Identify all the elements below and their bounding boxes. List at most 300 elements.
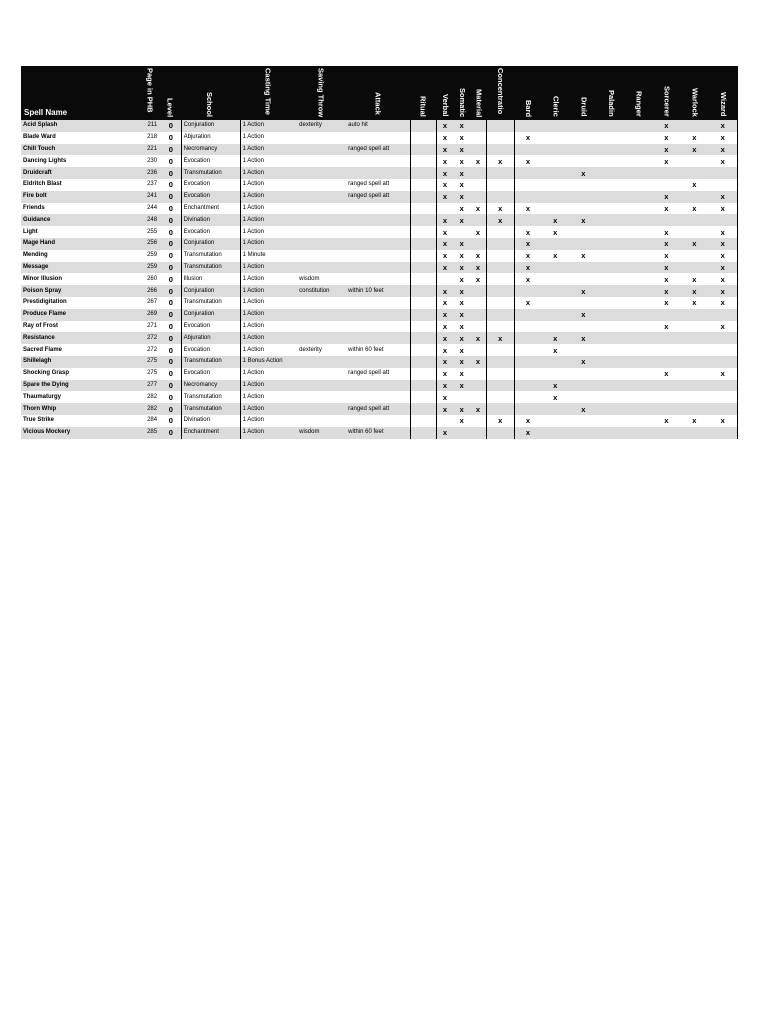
material-mark-cell <box>470 238 486 250</box>
verbal-mark-cell: x <box>436 155 453 167</box>
page-cell: 277 <box>139 380 161 392</box>
casting-time-cell: 1 Action <box>240 214 297 226</box>
verbal-mark-cell: x <box>436 403 453 415</box>
somatic-mark-cell: x <box>453 238 470 250</box>
spell-name-cell: Mending <box>21 250 139 262</box>
level-cell: 0 <box>161 203 181 215</box>
level-cell: 0 <box>161 120 181 132</box>
header-somatic: Somatic <box>458 87 467 117</box>
verbal-mark-cell: x <box>436 144 453 156</box>
attack-cell: within 60 feet <box>346 344 410 356</box>
bard-mark-cell <box>514 309 541 321</box>
casting-time-cell: 1 Action <box>240 273 297 285</box>
level-cell: 0 <box>161 179 181 191</box>
casting-time-cell: 1 Action <box>240 179 297 191</box>
ritual-mark-cell <box>410 427 436 439</box>
sorcerer-mark-cell <box>652 179 680 191</box>
druid-mark-cell: x <box>569 285 597 297</box>
bard-mark-cell <box>514 332 541 344</box>
cleric-mark-cell <box>541 203 569 215</box>
level-cell: 0 <box>161 380 181 392</box>
druid-mark-cell <box>569 179 597 191</box>
concentration-mark-cell <box>486 132 514 144</box>
concentration-mark-cell <box>486 144 514 156</box>
level-cell: 0 <box>161 297 181 309</box>
wizard-mark-cell: x <box>708 226 737 238</box>
warlock-mark-cell <box>680 368 708 380</box>
warlock-mark-cell <box>680 309 708 321</box>
spell-row <box>21 391 738 403</box>
concentration-mark-cell <box>486 403 514 415</box>
paladin-mark-cell <box>597 427 624 439</box>
verbal-mark-cell: x <box>436 167 453 179</box>
somatic-mark-cell: x <box>453 356 470 368</box>
material-mark-cell: x <box>470 273 486 285</box>
school-cell: Transmutation <box>181 250 240 262</box>
casting-time-cell: 1 Action <box>240 391 297 403</box>
school-cell: Evocation <box>181 191 240 203</box>
somatic-mark-cell: x <box>453 415 470 427</box>
page-cell: 267 <box>139 297 161 309</box>
school-cell: Transmutation <box>181 297 240 309</box>
ritual-mark-cell <box>410 155 436 167</box>
bard-mark-cell: x <box>514 273 541 285</box>
concentration-mark-cell <box>486 285 514 297</box>
verbal-mark-cell: x <box>436 226 453 238</box>
warlock-mark-cell: x <box>680 203 708 215</box>
casting-time-cell: 1 Action <box>240 226 297 238</box>
cleric-mark-cell <box>541 262 569 274</box>
ranger-mark-cell <box>624 214 652 226</box>
school-cell: Conjuration <box>181 120 240 132</box>
spell-name-cell: Thaumaturgy <box>21 391 139 403</box>
level-cell: 0 <box>161 415 181 427</box>
ranger-mark-cell <box>624 356 652 368</box>
page-cell: 282 <box>139 403 161 415</box>
warlock-mark-cell <box>680 356 708 368</box>
header-spell-name: Spell Name <box>24 108 68 117</box>
bard-mark-cell <box>514 144 541 156</box>
level-cell: 0 <box>161 427 181 439</box>
attack-cell <box>346 226 410 238</box>
paladin-mark-cell <box>597 144 624 156</box>
header-paladin: Paladin <box>607 90 616 117</box>
school-cell: Conjuration <box>181 309 240 321</box>
casting-time-cell: 1 Action <box>240 415 297 427</box>
concentration-mark-cell <box>486 191 514 203</box>
ranger-mark-cell <box>624 368 652 380</box>
verbal-mark-cell: x <box>436 179 453 191</box>
paladin-mark-cell <box>597 380 624 392</box>
bard-mark-cell <box>514 191 541 203</box>
header-verbal: Verbal <box>441 94 450 117</box>
somatic-mark-cell: x <box>453 167 470 179</box>
saving-throw-cell <box>297 167 346 179</box>
wizard-mark-cell <box>708 403 737 415</box>
ranger-mark-cell <box>624 344 652 356</box>
saving-throw-cell <box>297 203 346 215</box>
ritual-mark-cell <box>410 403 436 415</box>
page-cell: 221 <box>139 144 161 156</box>
ritual-mark-cell <box>410 250 436 262</box>
paladin-mark-cell <box>597 273 624 285</box>
ranger-mark-cell <box>624 427 652 439</box>
cleric-mark-cell <box>541 368 569 380</box>
header-sorcerer: Sorcerer <box>662 86 672 117</box>
attack-cell <box>346 309 410 321</box>
warlock-mark-cell <box>680 226 708 238</box>
warlock-mark-cell <box>680 321 708 333</box>
druid-mark-cell <box>569 132 597 144</box>
spell-row <box>21 344 738 356</box>
ritual-mark-cell <box>410 167 436 179</box>
material-mark-cell <box>470 297 486 309</box>
somatic-mark-cell: x <box>453 120 470 132</box>
somatic-mark-cell: x <box>453 132 470 144</box>
page-cell: 256 <box>139 238 161 250</box>
sorcerer-mark-cell: x <box>652 297 680 309</box>
concentration-mark-cell: x <box>486 155 514 167</box>
sorcerer-mark-cell: x <box>652 262 680 274</box>
attack-cell <box>346 132 410 144</box>
somatic-mark-cell: x <box>453 297 470 309</box>
ranger-mark-cell <box>624 309 652 321</box>
casting-time-cell: 1 Minute <box>240 250 297 262</box>
sorcerer-mark-cell: x <box>652 155 680 167</box>
ritual-mark-cell <box>410 309 436 321</box>
spell-name-cell: Spare the Dying <box>21 380 139 392</box>
wizard-mark-cell <box>708 179 737 191</box>
material-mark-cell: x <box>470 403 486 415</box>
level-cell: 0 <box>161 403 181 415</box>
spell-row <box>21 144 738 156</box>
header-material: Material <box>474 88 484 117</box>
spell-name-cell: Eldritch Blast <box>21 179 139 191</box>
bard-mark-cell <box>514 380 541 392</box>
paladin-mark-cell <box>597 344 624 356</box>
druid-mark-cell: x <box>569 332 597 344</box>
bard-mark-cell <box>514 356 541 368</box>
school-cell: Evocation <box>181 179 240 191</box>
bard-mark-cell <box>514 321 541 333</box>
somatic-mark-cell <box>453 226 470 238</box>
warlock-mark-cell: x <box>680 238 708 250</box>
paladin-mark-cell <box>597 403 624 415</box>
casting-time-cell: 1 Bonus Action <box>240 356 297 368</box>
bard-mark-cell: x <box>514 297 541 309</box>
druid-mark-cell <box>569 155 597 167</box>
verbal-mark-cell <box>436 273 453 285</box>
school-cell: Evocation <box>181 368 240 380</box>
material-mark-cell <box>470 120 486 132</box>
school-cell: Necromancy <box>181 144 240 156</box>
attack-cell <box>346 155 410 167</box>
page-cell: 284 <box>139 415 161 427</box>
page-cell: 255 <box>139 226 161 238</box>
concentration-mark-cell <box>486 321 514 333</box>
ritual-mark-cell <box>410 214 436 226</box>
school-cell: Transmutation <box>181 167 240 179</box>
spell-row <box>21 356 738 368</box>
header-ritual: Ritual <box>418 96 428 117</box>
ritual-mark-cell <box>410 368 436 380</box>
paladin-mark-cell <box>597 226 624 238</box>
spell-row <box>21 297 738 309</box>
spell-name-cell: Acid Splash <box>21 120 139 132</box>
warlock-mark-cell <box>680 262 708 274</box>
cleric-mark-cell <box>541 167 569 179</box>
page-cell: 237 <box>139 179 161 191</box>
somatic-mark-cell: x <box>453 144 470 156</box>
spell-row <box>21 262 738 274</box>
paladin-mark-cell <box>597 321 624 333</box>
somatic-mark-cell: x <box>453 262 470 274</box>
ritual-mark-cell <box>410 191 436 203</box>
druid-mark-cell: x <box>569 214 597 226</box>
saving-throw-cell <box>297 155 346 167</box>
verbal-mark-cell: x <box>436 238 453 250</box>
paladin-mark-cell <box>597 120 624 132</box>
somatic-mark-cell: x <box>453 155 470 167</box>
attack-cell <box>346 250 410 262</box>
concentration-mark-cell <box>486 427 514 439</box>
wizard-mark-cell <box>708 214 737 226</box>
attack-cell: within 10 feet <box>346 285 410 297</box>
school-cell: Conjuration <box>181 285 240 297</box>
header-druid: Druid <box>579 97 589 117</box>
material-mark-cell <box>470 391 486 403</box>
page-cell: 236 <box>139 167 161 179</box>
spell-row <box>21 403 738 415</box>
level-cell: 0 <box>161 250 181 262</box>
header-school: School <box>205 92 214 118</box>
druid-mark-cell <box>569 344 597 356</box>
saving-throw-cell: dexterity <box>297 120 346 132</box>
cleric-mark-cell <box>541 120 569 132</box>
page-cell: 244 <box>139 203 161 215</box>
spell-name-cell: Poison Spray <box>21 285 139 297</box>
attack-cell <box>346 238 410 250</box>
wizard-mark-cell: x <box>708 321 737 333</box>
cleric-mark-cell <box>541 179 569 191</box>
material-mark-cell <box>470 427 486 439</box>
verbal-mark-cell: x <box>436 191 453 203</box>
header-wizard: Wizard <box>719 92 728 117</box>
casting-time-cell: 1 Action <box>240 262 297 274</box>
attack-cell <box>346 297 410 309</box>
ranger-mark-cell <box>624 203 652 215</box>
attack-cell: auto hit <box>346 120 410 132</box>
paladin-mark-cell <box>597 238 624 250</box>
verbal-mark-cell: x <box>436 297 453 309</box>
material-mark-cell <box>470 132 486 144</box>
ritual-mark-cell <box>410 380 436 392</box>
spell-row <box>21 273 738 285</box>
ritual-mark-cell <box>410 203 436 215</box>
ranger-mark-cell <box>624 250 652 262</box>
header-saving-throw: Saving Throw <box>316 68 326 118</box>
somatic-mark-cell: x <box>453 179 470 191</box>
ritual-mark-cell <box>410 238 436 250</box>
saving-throw-cell <box>297 356 346 368</box>
warlock-mark-cell: x <box>680 179 708 191</box>
bard-mark-cell: x <box>514 226 541 238</box>
verbal-mark-cell: x <box>436 250 453 262</box>
spell-name-cell: Message <box>21 262 139 274</box>
sorcerer-mark-cell <box>652 214 680 226</box>
sorcerer-mark-cell: x <box>652 250 680 262</box>
ritual-mark-cell <box>410 356 436 368</box>
saving-throw-cell <box>297 380 346 392</box>
ranger-mark-cell <box>624 144 652 156</box>
school-cell: Evocation <box>181 155 240 167</box>
sorcerer-mark-cell <box>652 391 680 403</box>
page-cell: 271 <box>139 321 161 333</box>
cleric-mark-cell: x <box>541 250 569 262</box>
saving-throw-cell <box>297 191 346 203</box>
casting-time-cell: 1 Action <box>240 309 297 321</box>
verbal-mark-cell: x <box>436 262 453 274</box>
attack-cell: ranged spell att <box>346 191 410 203</box>
material-mark-cell: x <box>470 203 486 215</box>
ranger-mark-cell <box>624 191 652 203</box>
material-mark-cell <box>470 179 486 191</box>
page-cell: 275 <box>139 356 161 368</box>
page-cell: 218 <box>139 132 161 144</box>
druid-mark-cell <box>569 321 597 333</box>
paladin-mark-cell <box>597 167 624 179</box>
paladin-mark-cell <box>597 415 624 427</box>
cleric-mark-cell <box>541 132 569 144</box>
saving-throw-cell <box>297 226 346 238</box>
somatic-mark-cell: x <box>453 250 470 262</box>
spell-name-cell: Fire bolt <box>21 191 139 203</box>
somatic-mark-cell: x <box>453 309 470 321</box>
school-cell: Divination <box>181 415 240 427</box>
verbal-mark-cell: x <box>436 380 453 392</box>
header-attack: Attack <box>373 92 383 115</box>
paladin-mark-cell <box>597 191 624 203</box>
warlock-mark-cell: x <box>680 285 708 297</box>
header-bard: Bard <box>524 99 533 117</box>
cleric-mark-cell <box>541 273 569 285</box>
spell-name-cell: Minor Illusion <box>21 273 139 285</box>
warlock-mark-cell <box>680 155 708 167</box>
school-cell: Transmutation <box>181 356 240 368</box>
cleric-mark-cell: x <box>541 214 569 226</box>
bard-mark-cell: x <box>514 415 541 427</box>
concentration-mark-cell: x <box>486 415 514 427</box>
bard-mark-cell: x <box>514 132 541 144</box>
concentration-mark-cell: x <box>486 332 514 344</box>
concentration-mark-cell <box>486 344 514 356</box>
verbal-mark-cell: x <box>436 132 453 144</box>
saving-throw-cell: constitution <box>297 285 346 297</box>
ritual-mark-cell <box>410 285 436 297</box>
ritual-mark-cell <box>410 144 436 156</box>
saving-throw-cell <box>297 179 346 191</box>
warlock-mark-cell <box>680 332 708 344</box>
warlock-mark-cell <box>680 403 708 415</box>
bard-mark-cell <box>514 214 541 226</box>
level-cell: 0 <box>161 226 181 238</box>
verbal-mark-cell <box>436 415 453 427</box>
verbal-mark-cell: x <box>436 285 453 297</box>
material-mark-cell <box>470 167 486 179</box>
school-cell: Transmutation <box>181 262 240 274</box>
spell-row <box>21 380 738 392</box>
verbal-mark-cell: x <box>436 309 453 321</box>
paladin-mark-cell <box>597 203 624 215</box>
casting-time-cell: 1 Action <box>240 203 297 215</box>
school-cell: Evocation <box>181 321 240 333</box>
ranger-mark-cell <box>624 380 652 392</box>
somatic-mark-cell <box>453 391 470 403</box>
ritual-mark-cell <box>410 391 436 403</box>
druid-mark-cell: x <box>569 309 597 321</box>
ranger-mark-cell <box>624 297 652 309</box>
material-mark-cell <box>470 144 486 156</box>
druid-mark-cell <box>569 191 597 203</box>
wizard-mark-cell <box>708 344 737 356</box>
casting-time-cell: 1 Action <box>240 132 297 144</box>
druid-mark-cell: x <box>569 403 597 415</box>
spell-name-cell: Ray of Frost <box>21 321 139 333</box>
sorcerer-mark-cell: x <box>652 203 680 215</box>
casting-time-cell: 1 Action <box>240 368 297 380</box>
cleric-mark-cell: x <box>541 391 569 403</box>
cleric-mark-cell: x <box>541 332 569 344</box>
spell-name-cell: Chill Touch <box>21 144 139 156</box>
cleric-mark-cell: x <box>541 380 569 392</box>
school-cell: Evocation <box>181 344 240 356</box>
spell-name-cell: Blade Ward <box>21 132 139 144</box>
ranger-mark-cell <box>624 132 652 144</box>
sorcerer-mark-cell: x <box>652 144 680 156</box>
somatic-mark-cell: x <box>453 321 470 333</box>
spell-name-cell: Produce Flame <box>21 309 139 321</box>
concentration-mark-cell <box>486 273 514 285</box>
sorcerer-mark-cell: x <box>652 238 680 250</box>
ranger-mark-cell <box>624 285 652 297</box>
warlock-mark-cell <box>680 191 708 203</box>
warlock-mark-cell: x <box>680 297 708 309</box>
header-level: Level <box>165 97 175 117</box>
druid-mark-cell <box>569 415 597 427</box>
druid-mark-cell <box>569 144 597 156</box>
warlock-mark-cell <box>680 427 708 439</box>
cleric-mark-cell: x <box>541 226 569 238</box>
wizard-mark-cell: x <box>708 368 737 380</box>
spell-row <box>21 203 738 215</box>
level-cell: 0 <box>161 344 181 356</box>
header-page: Page in PHB <box>145 68 155 113</box>
warlock-mark-cell: x <box>680 132 708 144</box>
spell-row <box>21 120 738 132</box>
spell-row <box>21 250 738 262</box>
wizard-mark-cell <box>708 332 737 344</box>
ritual-mark-cell <box>410 120 436 132</box>
attack-cell: ranged spell att <box>346 368 410 380</box>
wizard-mark-cell: x <box>708 273 737 285</box>
cleric-mark-cell: x <box>541 344 569 356</box>
druid-mark-cell <box>569 427 597 439</box>
spell-row <box>21 321 738 333</box>
page-cell: 211 <box>139 120 161 132</box>
header-cleric: Cleric <box>551 96 561 117</box>
paladin-mark-cell <box>597 356 624 368</box>
material-mark-cell <box>470 380 486 392</box>
